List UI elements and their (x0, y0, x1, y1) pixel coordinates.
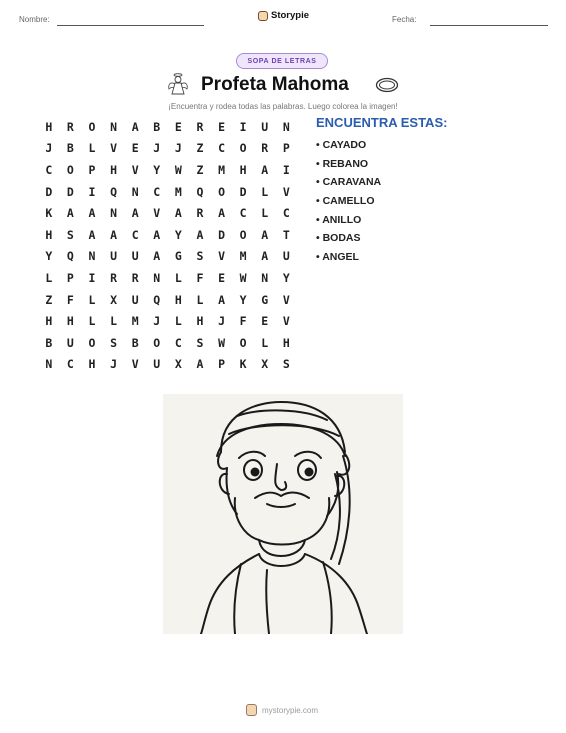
grid-cell[interactable]: Z (196, 162, 204, 177)
grid-cell[interactable]: A (261, 162, 269, 177)
grid-cell[interactable]: D (45, 184, 53, 199)
grid-cell[interactable]: C (131, 227, 139, 242)
grid-cell[interactable]: Q (153, 292, 161, 307)
grid-cell[interactable]: M (218, 162, 226, 177)
grid-cell[interactable]: X (261, 357, 269, 372)
grid-cell[interactable]: Y (239, 292, 247, 307)
grid-cell[interactable]: L (196, 292, 204, 307)
grid-cell[interactable]: V (110, 141, 118, 156)
grid-cell[interactable]: O (88, 335, 96, 350)
grid-cell[interactable]: V (282, 292, 290, 307)
word-item: • BODAS (316, 229, 381, 248)
grid-cell[interactable]: A (66, 206, 74, 221)
grid-cell[interactable]: Z (45, 292, 53, 307)
grid-cell[interactable]: A (261, 249, 269, 264)
name-field[interactable] (57, 25, 204, 26)
activity-badge: SOPA DE LETRAS (236, 53, 328, 69)
grid-cell[interactable]: H (88, 357, 96, 372)
grid-cell[interactable]: O (218, 184, 226, 199)
grid-cell[interactable]: U (261, 119, 269, 134)
grid-cell[interactable]: L (88, 292, 96, 307)
grid-cell[interactable]: N (282, 119, 290, 134)
grid-cell[interactable]: V (131, 162, 139, 177)
grid-cell[interactable]: K (239, 357, 247, 372)
grid-cell[interactable]: L (88, 141, 96, 156)
word-search-grid[interactable] (38, 116, 297, 375)
grid-cell[interactable]: C (239, 206, 247, 221)
grid-cell[interactable]: L (174, 314, 182, 329)
grid-cell[interactable]: O (66, 162, 74, 177)
grid-cell[interactable]: N (110, 206, 118, 221)
grid-cell[interactable]: Q (66, 249, 74, 264)
date-label: Fecha: (392, 15, 417, 24)
footer (246, 704, 318, 716)
date-field[interactable] (430, 25, 548, 26)
grid-cell[interactable]: S (66, 227, 74, 242)
grid-cell[interactable]: I (88, 270, 96, 285)
grid-cell[interactable]: Y (174, 227, 182, 242)
grid-cell[interactable]: A (88, 227, 96, 242)
grid-cell[interactable]: N (110, 119, 118, 134)
grid-cell[interactable]: C (282, 206, 290, 221)
grid-cell[interactable]: E (218, 270, 226, 285)
grid-cell[interactable]: U (282, 249, 290, 264)
grid-cell[interactable]: R (261, 141, 269, 156)
grid-cell[interactable]: A (131, 206, 139, 221)
grid-cell[interactable]: X (110, 292, 118, 307)
grid-cell[interactable]: L (88, 314, 96, 329)
ring-icon (375, 77, 399, 93)
grid-cell[interactable]: Q (196, 184, 204, 199)
grid-cell[interactable]: H (110, 162, 118, 177)
grid-cell[interactable]: O (239, 141, 247, 156)
grid-cell[interactable]: H (239, 162, 247, 177)
grid-cell[interactable]: A (110, 227, 118, 242)
grid-cell[interactable]: U (131, 249, 139, 264)
grid-cell[interactable]: R (110, 270, 118, 285)
grid-cell[interactable]: B (153, 119, 161, 134)
grid-cell[interactable]: L (110, 314, 118, 329)
word-list (316, 136, 381, 267)
grid-cell[interactable]: R (196, 206, 204, 221)
grid-cell[interactable]: S (110, 335, 118, 350)
brand-name: Storypie (271, 10, 310, 21)
grid-cell[interactable]: H (45, 119, 53, 134)
grid-cell[interactable]: E (261, 314, 269, 329)
grid-cell[interactable]: J (110, 357, 118, 372)
grid-cell[interactable]: B (66, 141, 74, 156)
word-item: • CAYADO (316, 136, 381, 155)
grid-cell[interactable]: Y (153, 162, 161, 177)
grid-cell[interactable]: A (196, 357, 204, 372)
grid-cell[interactable]: A (218, 206, 226, 221)
grid-cell[interactable]: V (131, 357, 139, 372)
word-item: • CAMELLO (316, 192, 381, 211)
grid-cell[interactable]: S (282, 357, 290, 372)
grid-cell[interactable]: X (174, 357, 182, 372)
grid-cell[interactable]: O (239, 335, 247, 350)
grid-cell[interactable]: H (282, 335, 290, 350)
grid-cell[interactable]: F (196, 270, 204, 285)
grid-cell[interactable]: I (282, 162, 290, 177)
grid-cell[interactable]: J (45, 141, 53, 156)
grid-cell[interactable]: Y (282, 270, 290, 285)
grid-cell[interactable]: H (45, 314, 53, 329)
grid-cell[interactable]: U (131, 292, 139, 307)
word-list-title: ENCUENTRA ESTAS: (316, 115, 448, 130)
word-item: • ANILLO (316, 211, 381, 230)
page-title: Profeta Mahoma (201, 74, 349, 95)
grid-cell[interactable]: G (261, 292, 269, 307)
grid-cell[interactable]: I (239, 119, 247, 134)
word-item: • ANGEL (316, 248, 381, 267)
grid-cell[interactable]: M (239, 249, 247, 264)
grid-cell[interactable]: P (66, 270, 74, 285)
name-label: Nombre: (19, 15, 50, 24)
grid-cell[interactable]: P (282, 141, 290, 156)
grid-cell[interactable]: L (174, 270, 182, 285)
storypie-logo-icon (258, 11, 268, 21)
grid-cell[interactable]: C (45, 162, 53, 177)
grid-cell[interactable]: A (261, 227, 269, 242)
grid-cell[interactable]: D (66, 184, 74, 199)
grid-cell[interactable]: J (174, 141, 182, 156)
grid-cell[interactable]: Q (110, 184, 118, 199)
grid-cell[interactable]: J (153, 314, 161, 329)
grid-cell[interactable]: A (196, 227, 204, 242)
grid-cell[interactable]: W (174, 162, 182, 177)
grid-cell[interactable]: V (153, 206, 161, 221)
grid-cell[interactable]: C (174, 335, 182, 350)
grid-cell[interactable]: I (88, 184, 96, 199)
grid-cell[interactable]: K (45, 206, 53, 221)
grid-cell[interactable]: C (66, 357, 74, 372)
grid-cell[interactable]: L (261, 335, 269, 350)
grid-cell[interactable]: B (45, 335, 53, 350)
grid-cell[interactable]: L (261, 184, 269, 199)
grid-cell[interactable]: E (174, 119, 182, 134)
grid-cell[interactable]: C (218, 141, 226, 156)
grid-cell[interactable]: V (282, 184, 290, 199)
grid-cell[interactable]: F (239, 314, 247, 329)
grid-cell[interactable]: W (218, 335, 226, 350)
grid-cell[interactable]: D (218, 227, 226, 242)
grid-cell[interactable]: N (45, 357, 53, 372)
grid-cell[interactable]: M (174, 184, 182, 199)
angel-icon (167, 72, 189, 96)
grid-cell[interactable]: O (239, 227, 247, 242)
grid-cell[interactable]: G (174, 249, 182, 264)
grid-cell[interactable]: V (282, 314, 290, 329)
grid-cell[interactable]: H (196, 314, 204, 329)
grid-cell[interactable]: S (196, 335, 204, 350)
grid-cell[interactable]: U (66, 335, 74, 350)
grid-cell[interactable]: W (239, 270, 247, 285)
prophet-portrait-illustration-icon (163, 394, 403, 634)
grid-cell[interactable]: F (66, 292, 74, 307)
grid-cell[interactable]: Z (196, 141, 204, 156)
grid-cell[interactable]: B (131, 335, 139, 350)
grid-cell[interactable]: R (131, 270, 139, 285)
coloring-illustration (163, 394, 403, 634)
grid-cell[interactable]: R (196, 119, 204, 134)
grid-cell[interactable]: O (88, 119, 96, 134)
storypie-footer-logo-icon (246, 704, 257, 716)
grid-cell[interactable]: A (131, 119, 139, 134)
grid-cell[interactable]: O (153, 335, 161, 350)
grid-cell[interactable]: N (153, 270, 161, 285)
grid-cell[interactable]: H (66, 314, 74, 329)
grid-cell[interactable]: N (261, 270, 269, 285)
grid-cell[interactable]: A (88, 206, 96, 221)
instructions: ¡Encuentra y rodea todas las palabras. Luego colorea la imagen! (168, 102, 398, 111)
grid-cell[interactable]: U (153, 357, 161, 372)
brand (258, 10, 309, 21)
grid-cell[interactable]: P (88, 162, 96, 177)
grid-cell[interactable]: S (196, 249, 204, 264)
grid-cell[interactable]: E (131, 141, 139, 156)
grid-cell[interactable]: H (174, 292, 182, 307)
grid-cell[interactable]: C (153, 184, 161, 199)
grid-cell[interactable]: V (218, 249, 226, 264)
grid-cell[interactable]: D (239, 184, 247, 199)
grid-cell[interactable]: A (174, 206, 182, 221)
word-item: • CARAVANA (316, 173, 381, 192)
grid-cell[interactable]: P (218, 357, 226, 372)
grid-cell[interactable]: L (261, 206, 269, 221)
footer-url[interactable]: mystorypie.com (262, 705, 319, 715)
grid-cell[interactable]: J (153, 141, 161, 156)
grid-cell[interactable]: A (153, 227, 161, 242)
grid-cell[interactable]: M (131, 314, 139, 329)
grid-cell[interactable]: E (218, 119, 226, 134)
grid-cell[interactable]: U (110, 249, 118, 264)
grid-cell[interactable]: Y (45, 249, 53, 264)
grid-cell[interactable]: N (88, 249, 96, 264)
grid-cell[interactable]: H (45, 227, 53, 242)
grid-cell[interactable]: T (282, 227, 290, 242)
grid-cell[interactable]: R (66, 119, 74, 134)
grid-cell[interactable]: A (218, 292, 226, 307)
grid-cell[interactable]: J (218, 314, 226, 329)
word-item: • REBANO (316, 155, 381, 174)
grid-cell[interactable]: L (45, 270, 53, 285)
grid-cell[interactable]: N (131, 184, 139, 199)
grid-cell[interactable]: A (153, 249, 161, 264)
